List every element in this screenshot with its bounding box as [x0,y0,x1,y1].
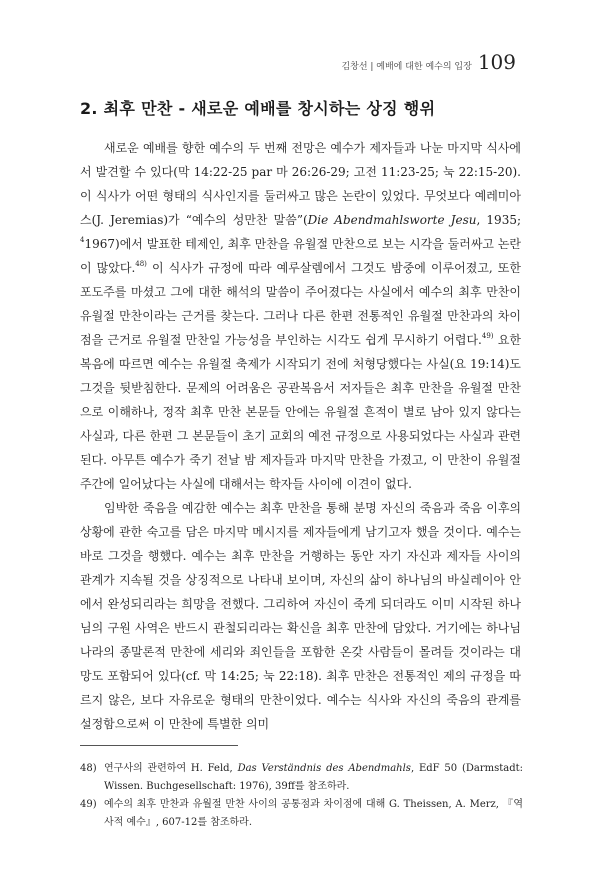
footnote-number: 48) [80,763,97,774]
paragraph-1 [80,136,521,496]
footnote-49 [80,796,523,832]
footnote-48 [80,760,523,796]
section-title: 2. 최후 만찬 - 새로운 예배를 창시하는 상징 행위 [80,99,436,118]
paragraph-1-part-1: 새로운 예배를 향한 예수의 두 번째 전망은 예수가 제자들과 나눈 마지막 식사에서 발견할 수 있다(막 14:22-25 par 마 26:26-29; 고전 11:23-25; 눅 22:15-20). 이 식사가 어떤 형태의 식사인지를 둘러싸고 많은 논란이 있었다. 무엇보다 예레미아스(J. Jeremias)가 “예수의 성만찬 말씀”( [80,141,521,227]
footnote-48-title: Das Verständnis des Abendmahls [237,763,411,774]
edition-superscript: 4 [80,236,85,244]
paragraph-2: 임박한 죽음을 예감한 예수는 최후 만찬을 통해 분명 자신의 죽음과 죽음 이후의 상황에 관한 숙고를 담은 마지막 메시지를 제자들에게 남기고자 했을 것이다. 예수는 바로 그것을 행했다. 예수는 최후 만찬을 거행하는 동안 자기 자신과 제자들 사이의 관계가 지속될 것을 상징적으로 나타내 보이며, 자신의 삶이 하나님의 바실레이아 안에서 완성되리라는 희망을 전했다. 그리하여 자신이 죽게 되더라도 이미 시작된 하나님의 구원 사역은 반드시 관철되리라는 확신을 최후 만찬에 담았다. 거기에는 하나님 나라의 종말론적 만찬에 세리와 죄인들을 포함한 온갖 사람들이 몰려들 것이라는 대망도 포함되어 있다(cf. 막 14:25; 눅 22:18). 최후 만찬은 전통적인 제의 규정을 따르지 않은, 보다 자유로운 형태의 만찬이었다. 예수는 식사와 자신의 죽음의 관계를 설정함으로써 이 만찬에 특별한 의미 [80,501,521,731]
paragraph-1-part-4: 이 식사가 규정에 따라 예루살렘에서 그것도 밤중에 이루어졌고, 또한 포도주를 마셨고 그에 대한 해석의 말씀이 주어졌다는 사실에서 예수의 최후 만찬이 유월절 만찬이라는 근거를 찾는다. 그러나 다른 한편 전통적인 유월절 만찬과의 차이점을 근거로 유월절 만찬일 가능성을 부인하는 시각도 쉽게 무시하기 어렵다. [80,261,521,347]
footnote-number: 49) [80,799,97,810]
footnote-ref-49: 49) [481,332,494,340]
footnote-ref-48: 48) [135,260,147,268]
footnote-text: 예수의 최후 만찬과 유월절 만찬 사이의 공통점과 차이점에 대해 G. Theissen, A. Merz, 『역사적 예수』, 607-12를 참조하라. [104,799,523,828]
paragraph-1-part-2: , 1935; [476,213,522,227]
page-number: 109 [477,50,516,74]
footnote-48-post: , EdF 50 (Darmstadt: Wissen. Buchgesellschaft: 1976), 39ff를 참조하라. [104,763,523,792]
footnotes [80,760,523,832]
footnote-text [104,760,523,796]
body-text [80,136,521,736]
paragraph-1-part-3: 1967)에서 발표한 테제인, 최후 만찬을 유월절 만찬으로 보는 시각을 둘러싸고 논란이 많았다. [80,237,522,275]
footnote-48-pre: 연구사의 관련하여 H. Feld, [104,763,238,774]
page-header [341,50,516,74]
book-title: Die Abendmahlsworte Jesu [307,213,477,227]
paragraph-1-part-5: 요한복음에 따르면 예수는 유월절 축제가 시작되기 전에 처형당했다는 사실(요 19:14)도 그것을 뒷받침한다. 문제의 어려움은 공관복음서 저자들은 최후 만찬을 유월절 만찬으로 이해하나, 정작 최후 만찬 본문들 안에는 유월절 흔적이 별로 남아 있지 않다는 사실과, 다른 한편 그 본문들이 초기 교회의 예전 규정으로 사용되었다는 사실과 관련된다. 아무튼 예수가 죽기 전날 밤 제자들과 마지막 만찬을 가졌고, 이 만찬이 유월절 주간에 일어났다는 사실에 대해서는 학자들 사이에 이견이 없다. [80,333,522,491]
footnote-divider [80,745,238,746]
running-head: 김창선 | 예배에 대한 예수의 입장 [341,62,472,72]
